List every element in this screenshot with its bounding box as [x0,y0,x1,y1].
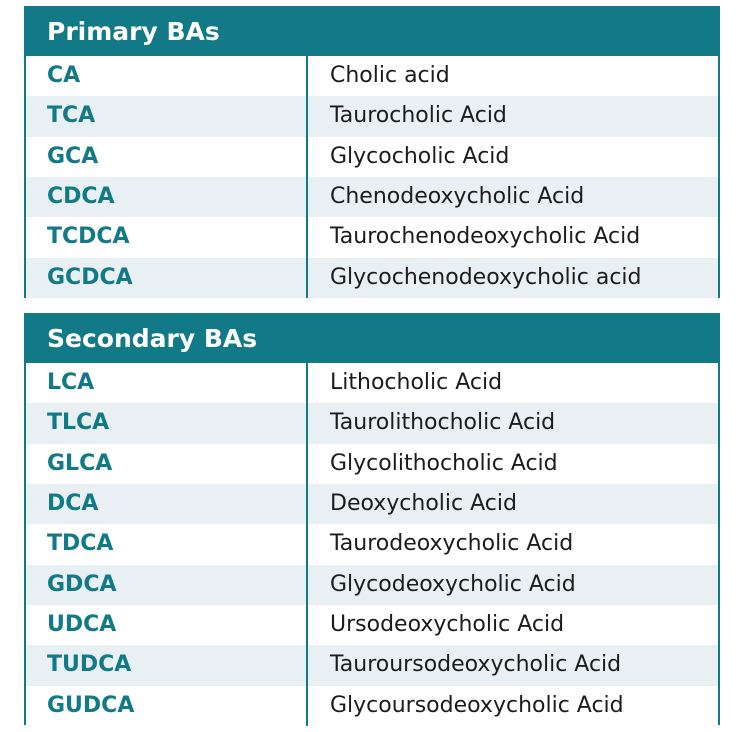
full-name-cell: Tauroursodeoxycholic Acid [330,652,622,678]
abbreviation-cell: GCDCA [26,258,308,298]
table-row [26,565,718,605]
full-name-cell: Glycochenodeoxycholic acid [330,264,642,290]
abbreviation-cell: CDCA [26,177,308,217]
table-row [26,403,718,443]
table-row [26,177,718,217]
table-row [26,645,718,685]
abbreviation-cell: GLCA [26,444,308,484]
table-row [26,217,718,257]
full-name-cell: Glycolithocholic Acid [330,450,558,476]
full-name-cell: Ursodeoxycholic Acid [330,611,565,637]
table-row [26,484,718,524]
primary-bas-body [26,56,718,298]
full-name-cell: Glycoursodeoxycholic Acid [330,692,624,718]
table-row [26,56,718,96]
abbreviation-cell: UDCA [26,605,308,645]
table-row [26,686,718,726]
secondary-bas-body [26,363,718,726]
full-name-cell: Taurocholic Acid [330,103,507,129]
table-row [26,605,718,645]
abbreviation-cell: TCA [26,96,308,136]
full-name-cell: Lithocholic Acid [330,370,503,395]
abbreviation-cell: TUDCA [26,645,308,685]
abbreviation-cell: TCDCA [26,217,308,257]
abbreviation-cell: GCA [26,137,308,177]
table-row [26,96,718,136]
abbreviation-cell: CA [26,56,308,96]
secondary-bas-table [24,313,720,725]
table-row [26,258,718,298]
abbreviation-cell: TLCA [26,403,308,443]
table-row [26,444,718,484]
full-name-cell: Deoxycholic Acid [330,490,517,516]
secondary-bas-header: Secondary BAs [26,315,718,363]
full-name-cell: Cholic acid [330,63,450,88]
full-name-cell: Taurodeoxycholic Acid [330,531,574,557]
abbreviation-cell: GDCA [26,565,308,605]
primary-bas-table [24,6,720,298]
abbreviation-cell: GUDCA [26,686,308,726]
table-row [26,137,718,177]
primary-bas-header: Primary BAs [26,8,718,56]
table-row [26,363,718,403]
abbreviation-cell: DCA [26,484,308,524]
full-name-cell: Glycocholic Acid [330,143,510,169]
full-name-cell: Taurolithocholic Acid [330,410,556,436]
full-name-cell: Glycodeoxycholic Acid [330,571,576,597]
table-row [26,524,718,564]
full-name-cell: Taurochenodeoxycholic Acid [330,224,641,250]
abbreviation-cell: LCA [26,363,308,403]
full-name-cell: Chenodeoxycholic Acid [330,183,585,209]
abbreviation-cell: TDCA [26,524,308,564]
